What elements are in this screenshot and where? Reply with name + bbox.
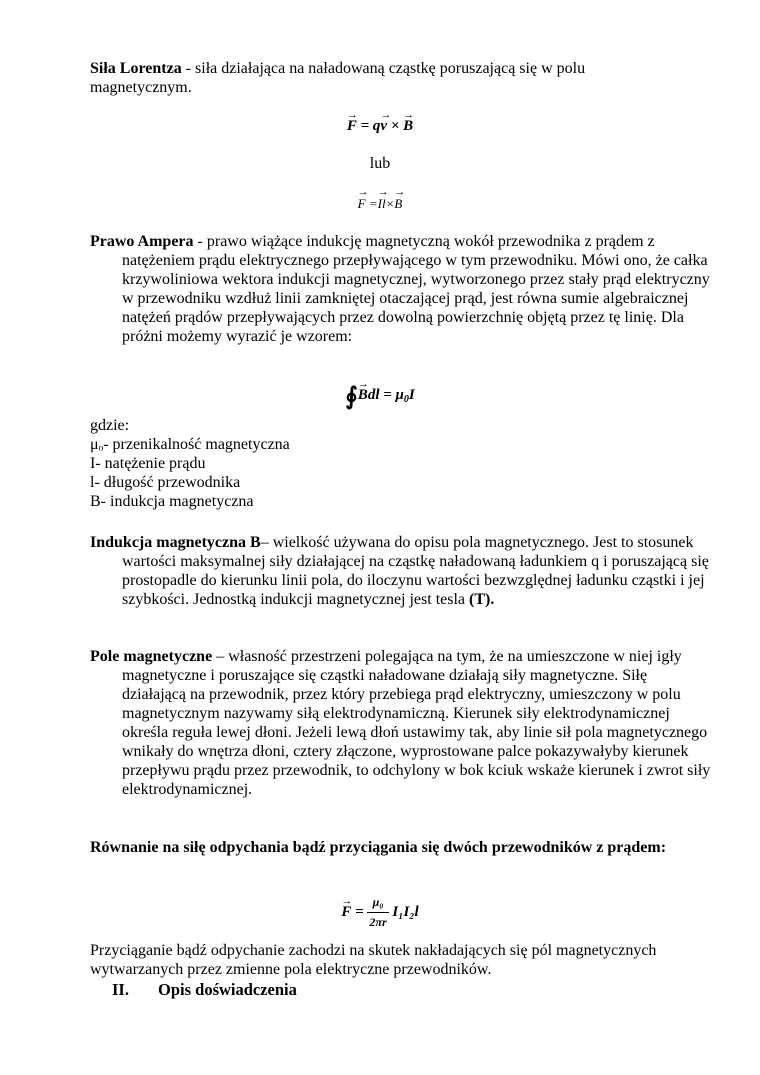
section-title: Opis doświadczenia: [158, 980, 297, 999]
lorentz-paragraph: [90, 59, 680, 97]
list-item: l- długość przewodnika: [90, 474, 241, 491]
induction-term: Indukcja magnetyczna B: [90, 534, 261, 551]
field-definition: – własność przestrzeni polegająca na tym, że na umieszczone w niej igły magnetyczne i poruszające się cząstki naładowane działają siły magnetyczne. Siłę działającą na przewodnik, przez który przebiega prąd elektryczny, umieszczony w polu magnetycznym nazywamy siłą elektrodynamiczną. Kierunek siły elektrodynamicznej określa reguła lewej dłoni. Jeżeli lewą dłoń ustawimy tak, aby linie sił pola magnetycznego wnikały do wnętrza dłoni, cztery złączone, wyprostowane palce pokazywałyby kierunek przepływu prądu przez przewodnik, to odchylony w bok kciuk wskaże kierunek i zwrot siły elektrodynamicznej.: [122, 648, 711, 798]
lorentz-formula-2: [0, 194, 760, 213]
wires-heading-text: Równanie na siłę odpychania bądź przyciągania się dwóch przewodników z prądem:: [90, 839, 667, 856]
field-vector: → B: [403, 117, 413, 136]
formula-body: dl = μ: [367, 387, 404, 403]
list-item: B- indukcja magnetyczna: [90, 493, 254, 510]
integral-symbol: ∮: [345, 384, 358, 410]
force-vector: → F: [358, 194, 366, 213]
lorentz-formula-1: [0, 117, 760, 136]
section-number: II.: [112, 980, 129, 999]
current-vector: → I: [378, 194, 382, 213]
subscript: 0: [403, 394, 409, 405]
field-paragraph: [90, 647, 712, 799]
fraction-denominator: 2πr: [369, 915, 387, 929]
ampere-term: Prawo Ampera: [90, 233, 194, 250]
symbol-list: [90, 416, 680, 511]
list-item: I- natężenie prądu: [90, 455, 206, 472]
fraction: [367, 893, 388, 932]
lorentz-term: Siła Lorentza: [90, 60, 182, 77]
field-vector: → B: [358, 386, 368, 405]
or-label: lub: [369, 155, 391, 172]
formula-eq: = q: [356, 118, 381, 134]
velocity-vector: → v: [380, 117, 387, 136]
fraction-numerator: μ₀: [367, 893, 388, 913]
formula-eq: =: [351, 903, 368, 920]
formula-rest: I₁I₂l: [388, 903, 419, 920]
wires-note: Przyciąganie bądź odpychanie zachodzi na skutek nakładających się pól magnetycznych wytwarzanych przez zmienne pola elektryczne przewodników.: [90, 942, 657, 978]
induction-definition: – wielkość używana do opisu pola magnetycznego. Jest to stosunek wartości maksymalnej siły działającej na cząstkę naładowaną ładunkiem q i poruszającą się prostopadle do kierunku linii pola, do iloczynu wartości bezwzględnej ładunku cząstki i jej szybkości. Jednostką indukcji magnetycznej jest tesla: [122, 534, 709, 608]
lorentz-definition: - siła działająca na naładowaną cząstkę poruszającą się w polu magnetycznym.: [90, 60, 586, 96]
formula-eq: =: [365, 196, 378, 211]
ampere-formula: [0, 386, 760, 409]
section-heading: [112, 980, 297, 999]
force-vector: → F: [347, 117, 357, 136]
current-symbol: I: [408, 387, 415, 403]
field-vector: → B: [394, 194, 402, 213]
ampere-definition: - prawo wiążące indukcję magnetyczną wokół przewodnika z prądem z natężeniem prądu elektrycznego przepływającego w tym przewodniku. Mówi ono, że całka krzywoliniowa wektora indukcji magnetycznej, wytworzonego przez stały prąd elektryczny w przewodniku wzdłuż linii zamkniętej otaczającej prąd, jest równa sumie algebraicznej natężeń prądów przepływających przez dowolną powierzchnię objętą przez tę linię. Dla próżni możemy wyrazić je wzorem:: [122, 233, 710, 345]
where-label: gdzie:: [90, 417, 130, 434]
cross-product: ×: [387, 118, 404, 134]
wires-heading: [90, 838, 712, 857]
field-term: Pole magnetyczne: [90, 648, 213, 665]
cross-product: ×: [385, 196, 395, 211]
list-item: μₒ- przenikalność magnetyczna: [90, 436, 290, 453]
force-vector: → F: [341, 903, 351, 922]
induction-unit: (T).: [469, 591, 495, 608]
wires-formula: [0, 893, 760, 932]
length-symbol: l: [381, 196, 386, 211]
induction-paragraph: [90, 533, 712, 609]
ampere-paragraph: [90, 232, 712, 346]
